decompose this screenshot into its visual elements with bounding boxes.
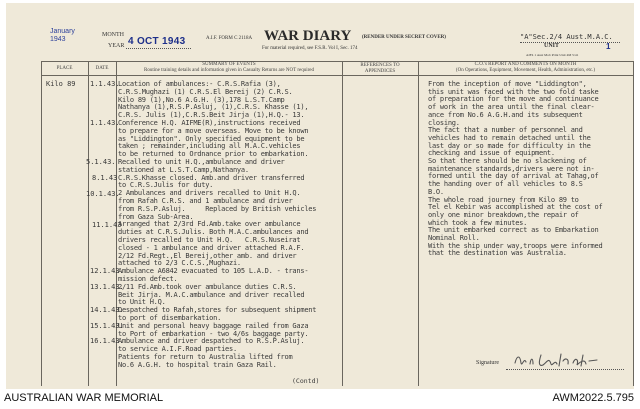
summary-line: attached to 2/3 C.C.S.,Mughazi. (118, 259, 241, 268)
report-line: The unit embarked correct as to Embarkation (428, 226, 599, 235)
date-stamp: 4 OCT 1943 (128, 36, 186, 47)
report-line: last day or so made for difficulty in the (428, 141, 591, 150)
report-line: which took a few minutes. (428, 218, 528, 227)
summary-line: Ambulance A6842 evacuated to 105 L.A.D. - trans- (118, 267, 309, 276)
summary-line: Arranged that 2/3rd Fd.Amb.take over ambulance (118, 220, 301, 229)
summary-line: 2 Ambulances and drivers recalled to Unit H.Q. (118, 189, 301, 198)
report-line: the handing over of all vehicles to 8.S (428, 180, 583, 189)
summary-line: 2/12 Fd.Regt.,El Bereij,other amb. and driver (118, 251, 297, 260)
report-line: only one minor breakdown,the repair of (428, 210, 579, 219)
report-line: ance from No.6 A.G.H.and its subsequent (428, 110, 583, 119)
report-line: Tel el Kebir was accomplished at the cost of (428, 203, 603, 212)
summary-line: to Unit H.Q. (118, 298, 166, 307)
column-rule (342, 61, 343, 386)
date-entry: 14.1.43. (90, 306, 124, 314)
summary-line: Location of ambulances:- C.R.S.Rafia (3), (118, 80, 281, 88)
report-line: formed until the day of arrival at Tahag,of (428, 172, 599, 181)
diary-title: WAR DIARY (264, 28, 352, 44)
summary-line: from Gaza Sub-Area. (118, 212, 194, 221)
form-name: A.I.F. FORM C 2118A (206, 36, 253, 41)
report-line: of preparation for the move and continuance (428, 95, 599, 104)
report-column-header: C.O.'s REPORT AND COMMENTS ON MONTH (On Operations, Equipment, Movement, Health, Administration, etc.) (455, 62, 596, 73)
summary-line: duties at C.R.S.Julis. Both M.A.C.ambulances and (118, 228, 309, 237)
signature-line (506, 369, 624, 370)
summary-line: No.6 A.G.H. to hospital train Gaza Rail. (118, 360, 277, 369)
summary-line: Recalled to unit H.Q.,ambulance and driver (118, 157, 285, 166)
report-line: With the ship under way,troops were informed (428, 241, 603, 250)
report-line: From the inception of move "Liddington", (428, 80, 587, 88)
summary-line: to C.R.S.Julis for duty. (118, 181, 214, 190)
summary-line: Kilo 89 (1),No.6 A.G.H. (3),178 L.S.T.Camp (118, 95, 285, 104)
report-line: Nominal Roll. (428, 234, 480, 243)
date-column-header: DATE (95, 66, 109, 71)
diary-sheet (6, 3, 634, 389)
column-rule (418, 61, 419, 386)
summary-line: to be returned to Ordnance prior to embarkation. (118, 150, 309, 159)
date-entry: 15.1.43. (90, 322, 124, 330)
unit-label: UNIT (544, 43, 560, 49)
report-line: this unit was faced with the two fold taske (428, 87, 599, 96)
title-note: (RENDER UNDER SECRET COVER) (362, 35, 446, 40)
date-entry: 5.1.43. (86, 158, 116, 166)
summary-line: drivers recalled to Unit H.Q. C.R.S.Nuseirat (118, 235, 301, 244)
summary-line: 2/11 Fd.Amb.took over ambulance duties C.R.S. (118, 282, 297, 291)
summary-line: Beit Jirja. M.A.C.ambulance and driver recalled (118, 290, 305, 299)
summary-line: Despatched to Rafah,stores for subsequent shipment (118, 306, 317, 315)
summary-line: Patients for return to Australia lifted from (118, 352, 293, 361)
summary-line: from Rafah C.R.S. and 1 ambulance and driver (118, 196, 293, 205)
summary-line: Conference H.Q. AIFME(R),instructions received (118, 118, 301, 127)
signature-label: Signature (476, 360, 499, 366)
table-header-rule (41, 75, 634, 76)
year-underline (126, 48, 191, 49)
form-reference: AIF4 1 Aust Mob Print Unit 4M 5/41 (526, 53, 579, 57)
year-label: YEAR (108, 43, 125, 49)
column-rule (88, 61, 89, 386)
month-year-stamp: January 1943 (50, 28, 75, 43)
summary-column-header: SUMMARY OF EVENTS Routine training details and information given in Casualty Returns are NOT required (143, 62, 314, 73)
place-entry: Kilo 89 (46, 80, 76, 88)
co-report (428, 81, 636, 281)
place-column-header: PLACE (56, 66, 73, 71)
summary-line: as "Liddington". Only specified equipment to be (118, 134, 305, 143)
footer (0, 391, 640, 409)
summary-line: Ambulance and driver despatched to R.S.P.Asluj. (118, 337, 305, 346)
unit-underline (520, 42, 620, 43)
report-line: The fact that a number of personnel and (428, 126, 583, 135)
signature (511, 349, 601, 371)
summary-line: from R.S.P.Asluj. Replaced by British vehicles (118, 204, 317, 213)
report-line: of work in the area until the final clear- (428, 103, 595, 112)
date-entry: 10.1.43. (86, 190, 120, 198)
handwritten-signature (511, 349, 601, 371)
report-line: checking and issue of equipment. (428, 149, 555, 158)
date-entry: 11.1.43 (92, 221, 122, 229)
summary-line: C.R.S. Julis (1),C.R.S.Beit Jirja (1),H.Q.- 13. (118, 111, 305, 120)
footer-archive-name: AUSTRALIAN WAR MEMORIAL (4, 392, 164, 404)
continued-marker: (Contd) (292, 377, 320, 385)
report-line: closing. (428, 118, 460, 127)
form-subtitle: For material required, see F.S.R. Vol I, Sec. 174 (262, 46, 358, 51)
report-line: vehicles had to remain detached until the (428, 133, 591, 142)
report-line: The whole road journey from Kilo 89 to (428, 195, 579, 204)
column-rule (41, 61, 42, 386)
summary-line: Unit and personal heavy baggage railed from Gaza (118, 321, 309, 330)
summary-line: Nathanya (1),R.S.P.Asluj, (1),C.R.S. Khasse (1), (118, 103, 309, 112)
summary-line: stationed at L.S.T.Camp,Nathanya. (118, 165, 249, 174)
unit-stamp: 1 (606, 42, 611, 51)
summary-line: to prepare for a move overseas. Move to be known (118, 126, 309, 135)
summary-line: mission defect. (118, 274, 178, 283)
summary-line: C.R.S.Khasse closed. Amb.and driver transferred (118, 173, 305, 182)
references-column-header: REFERENCES TO APPENDICES (360, 63, 400, 74)
date-entry: 13.1.43. (90, 283, 124, 291)
footer-catalogue-number: AWM2022.5.795 (552, 392, 634, 404)
report-line: B.O. (428, 187, 444, 196)
report-line: So that there should be no slackening of (428, 157, 587, 166)
summary-line: taken ; remainder,including all M.A.C.vehicles (118, 142, 301, 151)
date-entry: 1.1.43. (90, 119, 120, 127)
date-entry: 16.1.43. (90, 337, 124, 345)
summary-line: C.R.S.Mughazi (1) C.R.S.El Bereij (2) C.R.S. (118, 87, 293, 96)
date-entry: 1.1.43. (90, 80, 120, 88)
summary-line: to port of disembarkation. (118, 313, 222, 322)
unit-value: "A"Sec.2/4 Aust.M.A.C. (520, 33, 613, 41)
report-line: that the destination was Australia. (428, 249, 567, 258)
summary-of-events (118, 81, 340, 379)
date-entry: 8.1.43 (92, 174, 118, 182)
summary-line: closed - 1 ambulance and driver attached R.A.F. (118, 243, 305, 252)
summary-line: to service A.I.F.Road parties. (118, 345, 237, 354)
month-label: MONTH (102, 32, 124, 38)
summary-line: to Port of embarkation - two 4/6s baggage party. (118, 329, 309, 338)
date-entry: 12.1.43. (90, 267, 124, 275)
report-line: maintenance standards,drivers were not in- (428, 164, 595, 173)
